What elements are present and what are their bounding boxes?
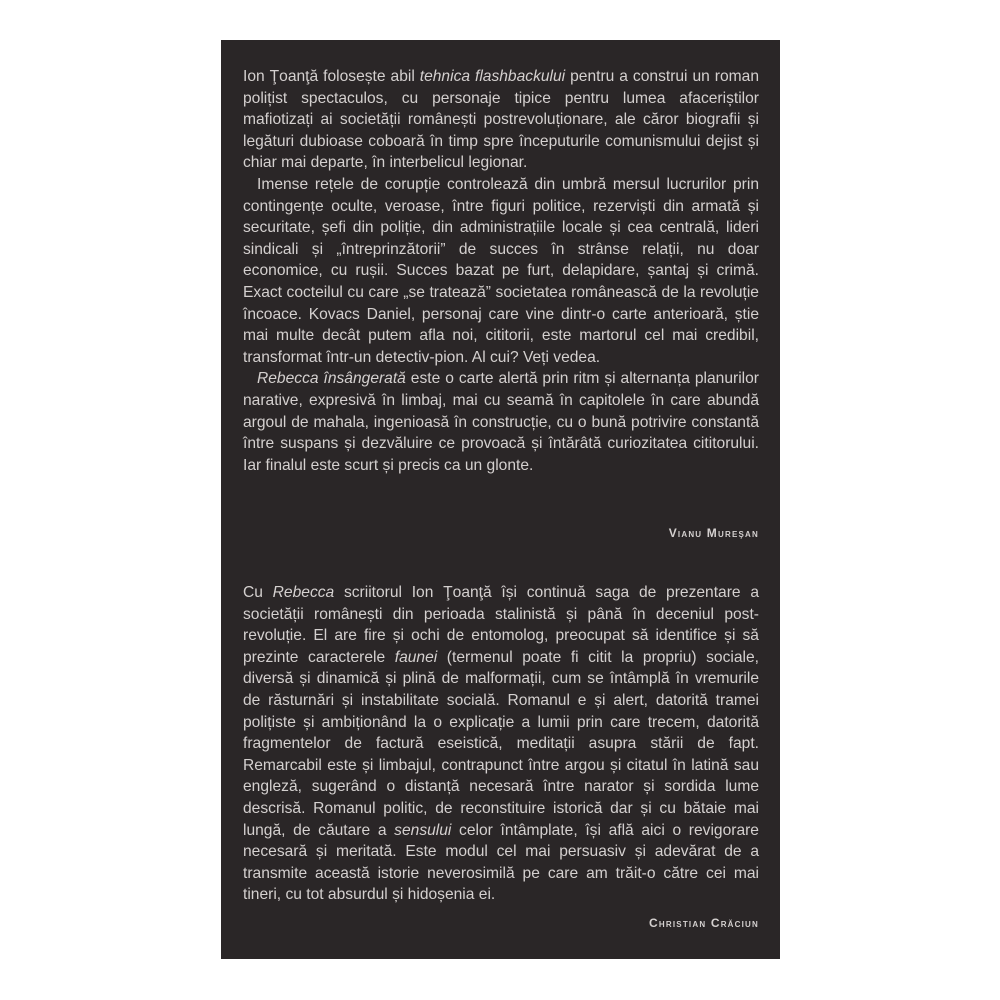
review-1-paragraph-3: Rebecca însângerată este o carte alertă prin ritm și alternanța planurilor narative, expresivă în limbaj, mai cu seamă în capitolele în care abundă argoul de mahala, ingenioasă în construcție, cu o bună potrivire constantă între suspans și dezvăluire ce provoacă și întărâtă curiozitatea cititorului. Iar finalul este scurt și precis ca un glonte. [243, 370, 759, 474]
review-1-signature: Vianu Mureşan [668, 526, 759, 540]
review-1-paragraph-2: Imense rețele de corupție controlează din umbră mersul lucrurilor prin contingențe oculte, veroase, între figuri politice, rezerviști din armată și securitate, șefi din poliție, din administrațiile locale și cea centrală, lideri sindicali și „întreprinzătorii” de succes în strânse relații, nu doar economice, cu rușii. Succes bazat pe furt, delapidare, șantaj și crimă. Exact cocteilul cu care „se tratează” societatea românească de la revoluție încoace. Kovacs Daniel, personaj care vine dintr-o carte anterioară, știe mai multe decât putem afla noi, cititorii, este martorul cel mai credibil, transformat într-un detectiv-pion. Al cui? Veți vedea. [243, 175, 759, 366]
review-1-paragraph-1: Ion Ţoanţă folosește abil tehnica flashbackului pentru a construi un roman polițist spectaculos, cu personaje tipice pentru lumea afaceriștilor mafiotizați ai societății românești postrevoluționare, ale căror biografii și legături dubioase coboară în timp spre începuturile comunismului dejist și chiar mai departe, în interbelicul legionar. [243, 68, 759, 172]
review-1 [243, 66, 759, 476]
review-2-signature: Christian Crăciun [649, 916, 759, 930]
review-2 [243, 582, 759, 906]
review-2-paragraph-1: Cu Rebecca scriitorul Ion Ţoanţă își continuă saga de prezentare a societății românești din perioada stalinistă și până în deceniul post-revoluție. El are fire și ochi de entomolog, preocupat să identifice și să prezinte caracterele faunei (termenul poate fi citit la propriu) sociale, diversă și dinamică și plină de malformații, cum se întâmplă în vremurile de răsturnări și instabilitate socială. Romanul e și alert, datorită tramei polițiste și ambiționând la o explicație a lumii prin care trecem, datorită fragmentelor de factură eseistică, meditații asupra stării de fapt. Remarcabil este și limbajul, contrapunct între argou și citatul în latină sau engleză, sugerând o distanță necesară între narator și sordida lume descrisă. Romanul politic, de reconstituire istorică dar și cu bătaie mai lungă, de căutare a sensului celor întâmplate, își află aici o revigorare necesară și meritată. Este modul cel mai persuasiv și adevărat de a transmite această istorie neverosimilă pe care am trăit-o către cei mai tineri, cu tot absurdul și hidoșenia ei. [243, 584, 759, 904]
